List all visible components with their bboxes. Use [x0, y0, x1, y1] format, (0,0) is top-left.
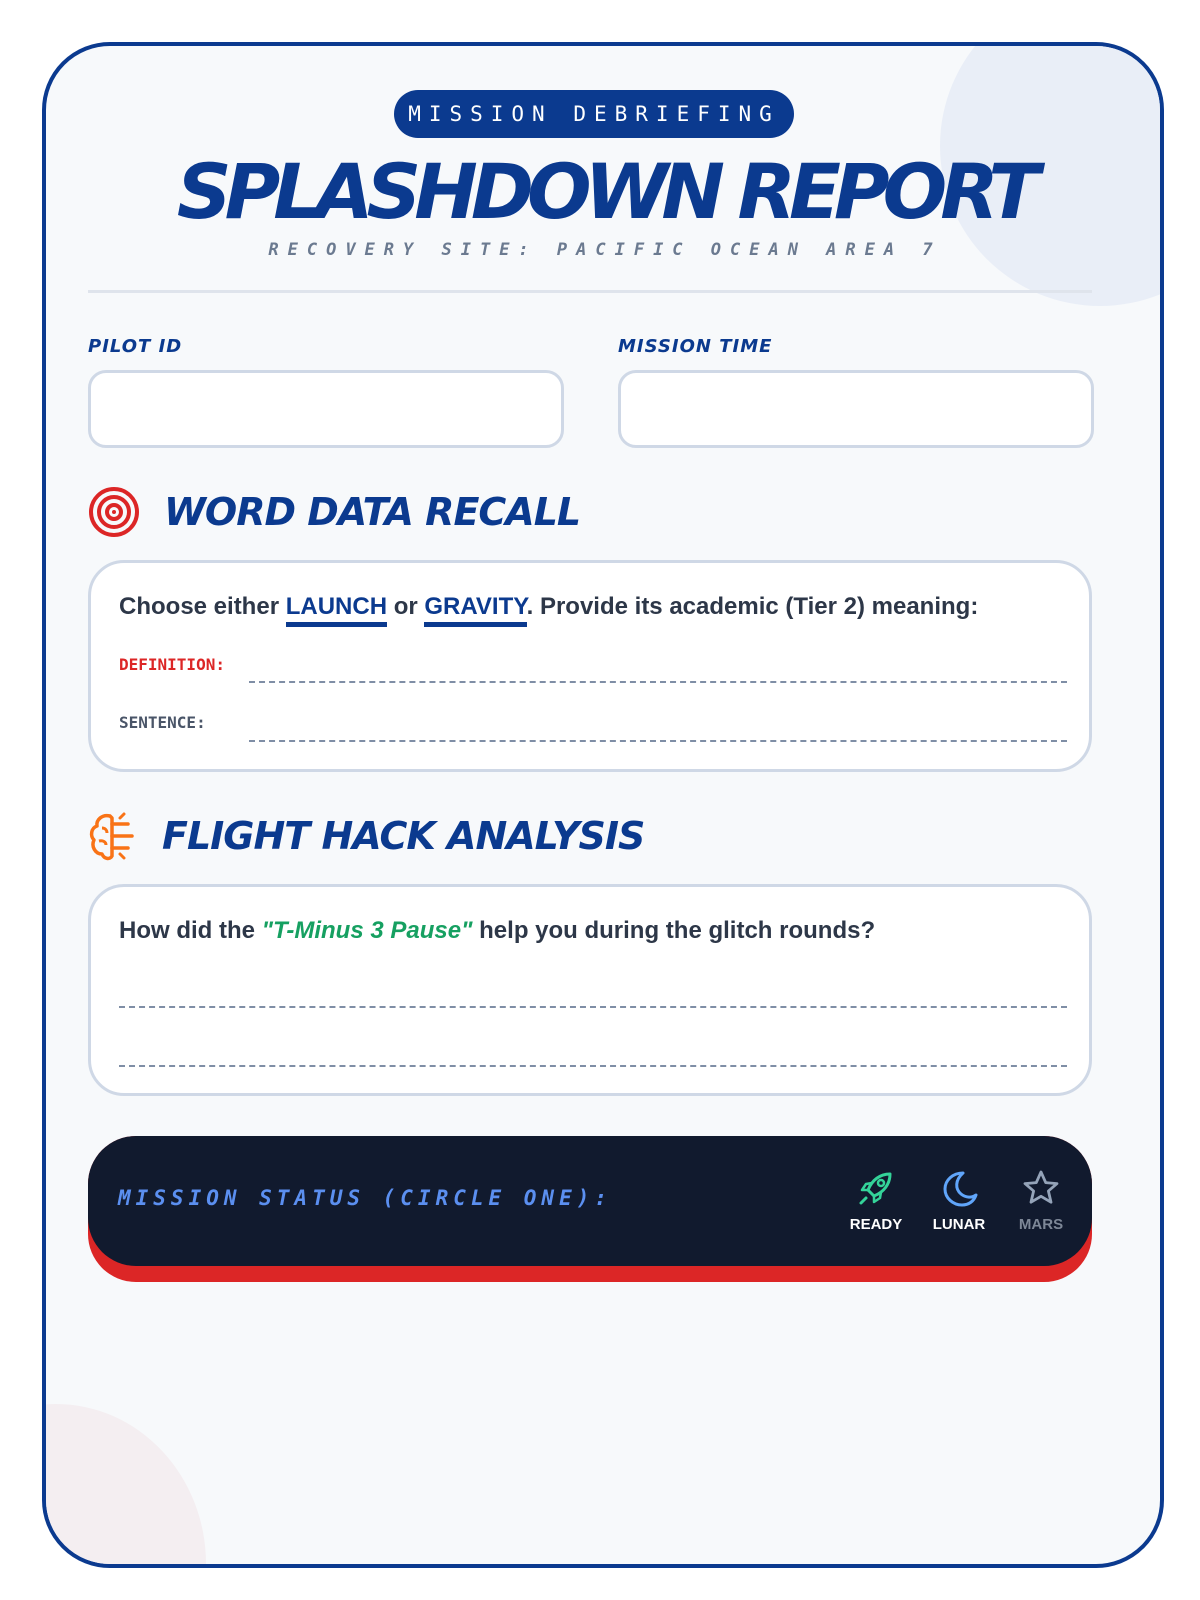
report-card	[42, 42, 1164, 1568]
mission-status-label: MISSION STATUS (CIRCLE ONE):	[118, 1186, 613, 1210]
rocket-icon	[841, 1168, 911, 1208]
status-option-lunar[interactable]	[924, 1168, 994, 1233]
pilot-id-label: PILOT ID	[88, 336, 183, 357]
hack-name: "T-Minus 3 Pause"	[261, 917, 473, 944]
status-option-ready[interactable]	[841, 1168, 911, 1233]
prompt-text-post: . Provide its academic (Tier 2) meaning:	[526, 593, 979, 620]
report-content	[88, 46, 1122, 1564]
target-icon	[88, 486, 140, 538]
mission-status-bar	[88, 1136, 1092, 1282]
sentence-label: SENTENCE:	[119, 713, 206, 732]
definition-line[interactable]	[249, 681, 1067, 683]
status-option-label: MARS	[1018, 1216, 1064, 1233]
prompt-text-pre: Choose either	[119, 593, 286, 620]
word-recall-title: WORD DATA RECALL	[164, 490, 581, 534]
mission-badge: MISSION DEBRIEFING	[394, 90, 794, 138]
hack-prompt-post: help you during the glitch rounds?	[472, 917, 876, 944]
status-option-mars[interactable]	[1006, 1168, 1076, 1233]
flight-hack-box	[88, 884, 1092, 1096]
flight-hack-header	[88, 810, 644, 862]
sentence-line[interactable]	[249, 740, 1067, 742]
flight-hack-prompt	[119, 917, 875, 945]
answer-line-2[interactable]	[119, 1065, 1067, 1067]
answer-line-1[interactable]	[119, 1006, 1067, 1008]
star-icon	[1006, 1168, 1076, 1208]
keyword-launch: LAUNCH	[286, 593, 387, 627]
flight-hack-title: FLIGHT HACK ANALYSIS	[162, 814, 645, 858]
header-divider	[88, 290, 1092, 293]
brain-icon	[88, 810, 138, 862]
status-option-label: LUNAR	[932, 1216, 986, 1233]
word-recall-box	[88, 560, 1092, 772]
mission-status-panel	[88, 1136, 1092, 1266]
definition-label: DEFINITION:	[119, 655, 225, 674]
report-title: SPLASHDOWN REPORT	[176, 147, 1034, 236]
word-recall-prompt	[119, 593, 978, 621]
moon-icon	[924, 1168, 994, 1208]
mission-time-label: MISSION TIME	[618, 336, 773, 357]
recovery-site-subtitle: RECOVERY SITE: PACIFIC OCEAN AREA 7	[268, 240, 942, 260]
keyword-gravity: GRAVITY	[424, 593, 526, 627]
word-recall-header	[88, 486, 580, 538]
mission-time-input[interactable]	[618, 370, 1094, 448]
pilot-id-input[interactable]	[88, 370, 564, 448]
status-option-label: READY	[849, 1216, 903, 1233]
prompt-text-mid: or	[387, 593, 425, 620]
hack-prompt-pre: How did the	[119, 917, 262, 944]
